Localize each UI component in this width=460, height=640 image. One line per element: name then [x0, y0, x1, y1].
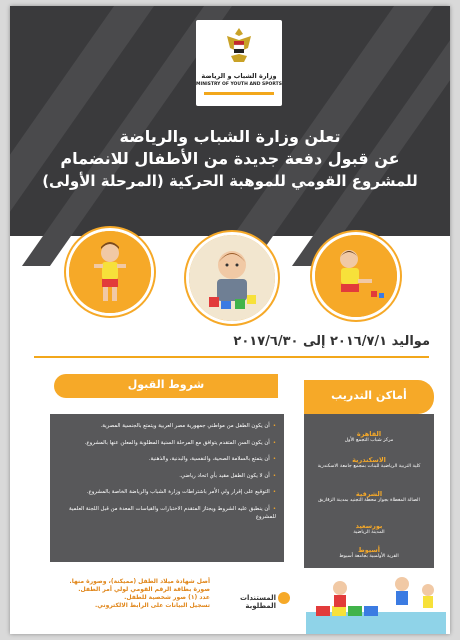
document-item: أصل شهادة ميلاد الطفل (مميكنة)، وصورة منها.	[69, 578, 210, 585]
headline-line-1: تعلن وزارة الشباب والرياضة	[119, 127, 341, 146]
document-item: صورة بطاقة الرقم القومي لولي أمر الطفل.	[78, 586, 210, 593]
condition-item: • أن يتمتع بالسلامة الصحية، والنفسية، والبدنية، والذهنية.	[58, 455, 276, 464]
condition-item: • أن ينطبق عليه الشروط ويجتاز المتقدم الاختبارات والقياسات المعدة من قبل اللجنة العلمية للمشروع	[58, 505, 276, 522]
training-title: أماكن التدريب	[331, 389, 407, 402]
training-header	[304, 380, 434, 414]
logo-english-text: MINISTRY OF YOUTH AND SPORTS	[196, 82, 282, 87]
location-detail: المدينة الرياضية	[353, 530, 385, 535]
child-photo-blocks	[186, 232, 278, 324]
location-city: القاهرة	[356, 430, 382, 438]
eagle-emblem-icon	[224, 26, 254, 68]
conditions-title: شروط القبول	[127, 378, 205, 391]
kids-playing-illustration	[306, 566, 446, 634]
conditions-panel	[50, 414, 284, 562]
document-item: تسجيل البيانات على الرابط الالكتروني.	[94, 602, 210, 609]
location-city: الشرقية	[355, 490, 383, 498]
conditions-header	[54, 374, 278, 398]
location-city: أسيوط	[357, 546, 381, 554]
condition-item: • التوقيع على إقرار ولي الأمر باشتراطات وزارة الشباب والرياضة الخاصة بالمشروع.	[58, 488, 276, 497]
headline-line-2: عن قبول دفعة جديدة من الأطفال للانضمام	[60, 149, 400, 168]
documents-label: المستندات المطلوبة	[239, 594, 276, 610]
training-location	[308, 522, 430, 537]
training-location	[308, 430, 430, 445]
document-item: عدد (١) صور شخصية للطفل.	[124, 594, 210, 601]
documents-bullet-icon	[278, 592, 290, 604]
birth-dates-range: مواليد ٢٠١٦/٧/١ إلى ٢٠١٧/٦/٣٠	[233, 334, 430, 349]
poster	[10, 6, 450, 634]
location-detail: مركز شباب التجمع الأول	[344, 438, 394, 443]
child-crouching-image	[315, 235, 397, 317]
training-panel	[304, 414, 434, 568]
ministry-logo	[196, 20, 282, 106]
header-band	[10, 6, 450, 236]
training-location	[308, 456, 430, 471]
child-photo-standing	[66, 228, 154, 316]
location-detail: كلية التربية الرياضية للبنات بمجمع جامعة الاسكندرية	[317, 464, 421, 469]
training-location	[308, 546, 430, 561]
child-standing-image	[69, 231, 151, 313]
headline	[10, 126, 450, 192]
condition-item: • أن لا يكون الطفل مقيد بأي اتحاد رياضي.	[58, 472, 276, 481]
documents-list	[50, 578, 210, 610]
child-photo-crouching	[312, 232, 400, 320]
location-city: بورسعيد	[355, 522, 383, 530]
training-location	[308, 490, 430, 505]
location-city: الاسكندرية	[352, 456, 386, 464]
child-blocks-image	[189, 235, 275, 321]
condition-item: • أن يكون الطفل من مواطني جمهورية مصر العربية ويتمتع بالجنسية المصرية.	[58, 422, 276, 431]
headline-line-3: للمشروع القومي للموهبة الحركية (المرحلة الأولى)	[42, 172, 418, 190]
conditions-list	[50, 414, 284, 522]
location-detail: الصالة المغطاة بجوار محطة التجنيد بمدينة الزقازيق	[318, 498, 420, 503]
condition-item: • أن يكون السن المتقدم يتوافق مع المرحلة السنية المطلوبة والمعلن عنها بالمشروع.	[58, 439, 276, 448]
logo-accent-bar	[204, 92, 274, 95]
dates-underline	[34, 356, 429, 358]
logo-arabic-text: وزارة الشباب و الرياضة	[201, 72, 277, 80]
location-detail: القرية الأولمبية بجامعة أسيوط	[339, 554, 399, 559]
